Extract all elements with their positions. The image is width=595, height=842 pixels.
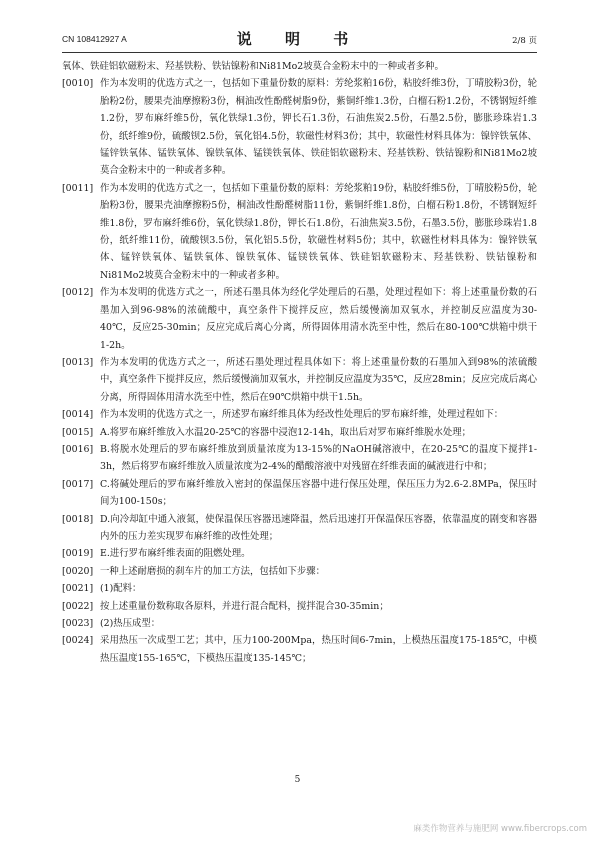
paragraph-number: [0011] (62, 182, 94, 194)
paragraph-text: E.进行罗布麻纤维表面的阻燃处理。 (100, 548, 251, 560)
paragraph-number: [0018] (62, 513, 94, 525)
paragraph (62, 632, 537, 667)
paragraph-number: [0019] (62, 548, 94, 560)
publication-number: CN 108412927 A (62, 34, 127, 44)
paragraph-text: 作为本发明的优选方式之一，所述石墨处理过程具体如下：将上述重量份数的石墨加入到98%的浓硫酸中，真空条件下搅拌反应，然后缓慢滴加双氧水，并控制反应温度为35℃，反应28min；反应完成后离心分离，所得固体用清水洗至中性，然后在90℃烘箱中烘干1.5h。 (100, 356, 537, 403)
paragraph (62, 580, 537, 597)
page-header (62, 28, 537, 50)
paragraph (62, 180, 537, 284)
header-rule (62, 52, 537, 53)
paragraph (62, 615, 537, 632)
paragraph-number: [0012] (62, 287, 94, 299)
paragraph-number: [0015] (62, 426, 94, 438)
paragraph-number: [0014] (62, 409, 94, 421)
paragraph (62, 441, 537, 476)
paragraph-number: [0016] (62, 443, 94, 455)
paragraph (62, 511, 537, 546)
page-number: 5 (294, 775, 301, 785)
paragraph-text: D.向冷却缸中通入液氮，使保温保压容器迅速降温，然后迅速打开保温保压容器，依靠温度的剧变和容器内外的压力差实现罗布麻纤维的改性处理； (100, 513, 537, 542)
document-title: 说 明 书 (236, 30, 363, 48)
paragraph-number: [0010] (62, 78, 94, 90)
paragraph (62, 563, 537, 580)
paragraph-text: A.将罗布麻纤维放入水温20-25℃的容器中浸泡12-14h，取出后对罗布麻纤维脱水处理； (100, 426, 471, 438)
paragraph-text: 采用热压一次成型工艺；其中，压力100-200Mpa，热压时间6-7min，上模热压温度175-185℃，中模热压温度155-165℃，下模热压温度135-145℃； (100, 635, 537, 664)
paragraph (62, 406, 537, 423)
paragraph (62, 424, 537, 441)
paragraph-text: 按上述重量份数称取各原料，并进行混合配料，搅拌混合30-35min； (100, 600, 389, 612)
paragraph (62, 476, 537, 511)
paragraph-text: 作为本发明的优选方式之一，包括如下重量份数的原料：芳纶浆粕19份，粘胶纤维5份，丁晴胶粉5份，轮胎粉3份，腰果壳油摩擦粉5份，桐油改性酚醛树脂11份，紫铜纤维1.8份，白榴石粉1.8份，不锈钢短纤维1.8份，罗布麻纤维6份，氧化铁绿1.8份，钾长石1.8份，石油焦炭3.5份，石墨3.5份，膨胀珍珠岩1.8份，纸纤维11份，硫酸钡3.5份，氧化铝5.5份，软磁性材料5份；其中，软磁性材料具体为：镍锌铁氧体、锰锌铁氧体、锰铁氧体、镍铁氧体、锰镁铁氧体、铁硅铝软磁粉末、羟基铁粉、铁钴镍粉和Ni81Mo2坡莫合金粉末中的一种或者多种。 (100, 182, 537, 281)
paragraph-number: [0020] (62, 565, 94, 577)
paragraph-text: 作为本发明的优选方式之一，所述罗布麻纤维具体为经改性处理后的罗布麻纤维，处理过程如下： (100, 409, 504, 421)
paragraph-number: [0013] (62, 356, 94, 368)
paragraph (62, 284, 537, 354)
paragraph (62, 598, 537, 615)
paragraph-number: [0023] (62, 618, 94, 629)
paragraph-text: C.将碱处理后的罗布麻纤维放入密封的保温保压容器中进行保压处理，保压压力为2.6-2.8MPa，保压时间为100-150s； (100, 478, 537, 508)
paragraph (62, 354, 537, 406)
page-count: 2/8 页 (512, 36, 537, 46)
document-body (62, 58, 537, 667)
paragraph-number: [0017] (62, 478, 94, 490)
paragraph-number: [0021] (62, 583, 94, 595)
paragraph-number: [0022] (62, 600, 94, 612)
paragraph (62, 545, 537, 562)
paragraph-text: 作为本发明的优选方式之一，所述石墨具体为经化学处理后的石墨，处理过程如下：将上述重量份数的石墨加入到96-98%的浓硫酸中，真空条件下搅拌反应，然后缓慢滴加双氧水，并控制反应温度为30-40℃，反应25-30min；反应完成后离心分离，所得固体用清水洗至中性，然后在80-100℃烘箱中烘干1-2h。 (100, 287, 537, 351)
paragraph (62, 75, 537, 179)
paragraph-text: B.将脱水处理后的罗布麻纤维放到质量浓度为13-15%的NaOH碱溶液中，在20-25℃的温度下搅拌1-3h，然后将罗布麻纤维放入质量浓度为2-4%的醋酸溶液中对残留在纤维表面的碱液进行中和； (100, 443, 537, 473)
paragraph-text: 作为本发明的优选方式之一，包括如下重量份数的原料：芳纶浆粕16份，粘胶纤维3份，丁晴胶粉3份，轮胎粉2份，腰果壳油摩擦粉3份，桐油改性酚醛树脂9份，紫铜纤维1.3份，白榴石粉1.2份，不锈钢短纤维1.2份，罗布麻纤维5份，氧化铁绿1.3份，钾长石1.3份，石油焦炭2.5份，石墨2.5份，膨胀珍珠岩1.3份，纸纤维9份，硫酸钡2.5份，氧化铝4.5份，软磁性材料3份；其中，软磁性材料具体为：镍锌铁氧体、锰锌铁氧体、锰铁氧体、镍铁氧体、锰镁铁氧体、铁硅铝软磁粉末、羟基铁粉、铁钴镍粉和Ni81Mo2坡莫合金粉末中的一种或者多种。 (100, 78, 537, 177)
paragraph-text: (2)热压成型： (100, 618, 161, 629)
paragraph-text: 氧体、铁硅铝软磁粉末、羟基铁粉、铁钴镍粉和Ni81Mo2坡莫合金粉末中的一种或者多种。 (62, 61, 444, 72)
paragraph-text: (1)配料： (100, 583, 142, 595)
paragraph-number: [0024] (62, 635, 94, 647)
paragraph (62, 58, 537, 75)
paragraph-text: 一种上述耐磨损的刹车片的加工方法，包括如下步骤： (100, 565, 326, 577)
site-watermark: 麻类作物营养与施肥网 www.fibercrops.com (413, 824, 587, 834)
